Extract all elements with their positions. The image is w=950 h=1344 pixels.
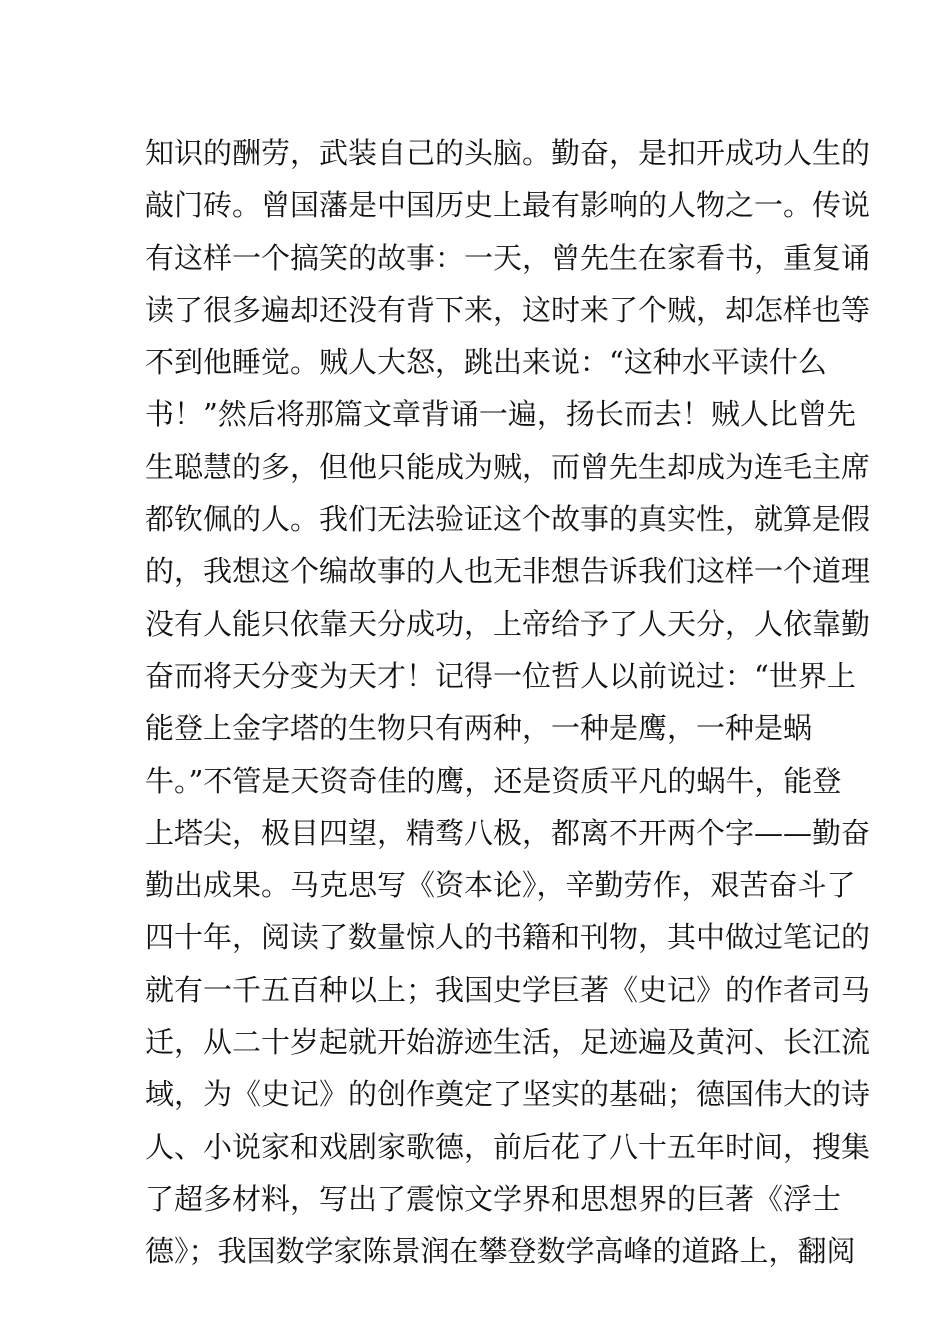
text-line: 读了很多遍却还没有背下来，这时来了个贼，却怎样也等 xyxy=(145,292,871,327)
text-line: 知识的酬劳，武装自己的头脑。勤奋，是扣开成功人生的 xyxy=(145,136,871,170)
text-line: 德》；我国数学家陈景润在攀登数学高峰的道路上，翻阅 xyxy=(145,1234,856,1269)
text-line: 书！”然后将那篇文章背诵一遍，扬长而去！贼人比曾先 xyxy=(145,397,856,432)
text-line: 了超多材料，写出了震惊文学界和思想界的巨著《浮士 xyxy=(145,1181,842,1216)
text-line: 勤出成果。马克思写《资本论》，辛勤劳作，艰苦奋斗了 xyxy=(145,868,856,903)
text-line: 四十年，阅读了数量惊人的书籍和刊物，其中做过笔记的 xyxy=(145,920,871,955)
text-line: 迁，从二十岁起就开始游迹生活，足迹遍及黄河、长江流 xyxy=(145,1025,871,1060)
text-line: 都钦佩的人。我们无法验证这个故事的真实性，就算是假 xyxy=(145,502,871,537)
text-line: 生聪慧的多，但他只能成为贼，而曾先生却成为连毛主席 xyxy=(145,449,871,484)
text-line: 的，我想这个编故事的人也无非想告诉我们这样一个道理 xyxy=(145,554,871,589)
text-line: 有这样一个搞笑的故事：一天，曾先生在家看书，重复诵 xyxy=(145,240,871,275)
text-line: 牛。”不管是天资奇佳的鹰，还是资质平凡的蜗牛，能登 xyxy=(145,763,842,798)
text-line: 奋而将天分变为天才！记得一位哲人以前说过：“世界上 xyxy=(145,658,856,693)
text-line: 就有一千五百种以上；我国史学巨著《史记》的作者司马 xyxy=(145,972,871,1007)
text-line: 敲门砖。曾国藩是中国历史上最有影响的人物之一。传说 xyxy=(145,188,871,223)
text-line: 人、小说家和戏剧家歌德，前后花了八十五年时间，搜集 xyxy=(145,1129,871,1164)
text-line: 域，为《史记》的创作奠定了坚实的基础；德国伟大的诗 xyxy=(145,1077,871,1112)
text-line: 没有人能只依靠天分成功，上帝给予了人天分，人依靠勤 xyxy=(145,606,871,641)
text-line: 上塔尖，极目四望，精骛八极，都离不开两个字——勤奋 xyxy=(145,815,871,850)
body-text xyxy=(145,127,871,1278)
text-line: 能登上金字塔的生物只有两种，一种是鹰，一种是蜗 xyxy=(145,711,813,746)
text-line: 不到他睡觉。贼人大怒，跳出来说：“这种水平读什么 xyxy=(145,345,827,380)
